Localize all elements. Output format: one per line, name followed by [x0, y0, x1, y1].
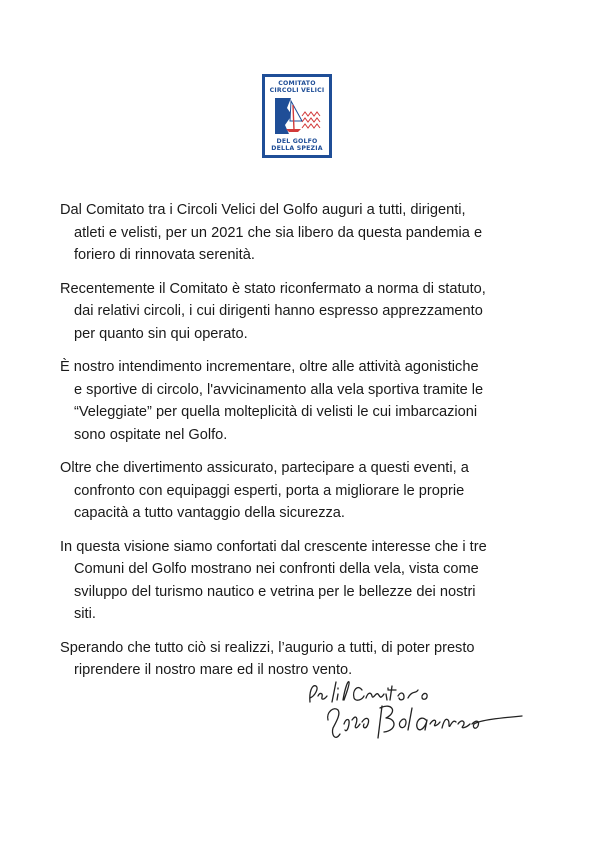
- paragraph-line: “Veleggiate” per quella molteplicità di velisti le cui imbarcazioni: [74, 404, 478, 420]
- paragraph-line: confronto con equipaggi esperti, porta a migliorare le proprie: [74, 482, 465, 499]
- paragraph-line: Dal Comitato tra i Circoli Velici del Golfo auguri a tutti, dirigenti,: [60, 202, 466, 218]
- paragraph-line: Recentemente il Comitato è stato riconfermato a norma di statuto,: [60, 280, 486, 297]
- logo-bottom-line-2: DELLA SPEZIA: [271, 145, 323, 152]
- logo-top-text: [265, 80, 329, 94]
- paragraph-line: capacità a tutto vantaggio della sicurezza.: [74, 505, 345, 521]
- paragraph-vision: [60, 536, 542, 626]
- paragraph-line: Oltre che divertimento assicurato, partecipare a questi eventi, a: [60, 460, 469, 476]
- logo-top-line-2: CIRCOLI VELICI: [269, 87, 325, 94]
- paragraph-line: dai relativi circoli, i cui dirigenti hanno espresso apprezzamento: [74, 303, 483, 319]
- paragraph-intentions: [60, 356, 542, 446]
- paragraph-line: sviluppo del turismo nautico e vetrina per le bellezze dei nostri: [74, 583, 476, 600]
- logo-top-line-1: COMITATO: [278, 80, 316, 87]
- paragraph-reconfirmation: [60, 278, 542, 346]
- logo-bottom-text: [265, 138, 329, 152]
- handwritten-signature: [300, 672, 530, 754]
- paragraph-line: Sperando che tutto ciò si realizzi, l’augurio a tutti, di poter presto: [60, 639, 475, 656]
- paragraph-greetings: [60, 199, 542, 267]
- sail-emblem-icon: [271, 96, 323, 136]
- letter-body: [60, 199, 542, 693]
- logo-bottom-line-1: DEL GOLFO: [276, 138, 318, 145]
- paragraph-events: [60, 457, 542, 525]
- comitato-logo: [262, 74, 332, 158]
- logo-panel: [265, 77, 329, 155]
- paragraph-line: È nostro intendimento incrementare, oltre alle attività agonistiche: [60, 359, 479, 375]
- paragraph-line: siti.: [74, 606, 96, 622]
- paragraph-line: sono ospitate nel Golfo.: [74, 426, 228, 443]
- paragraph-line: per quanto sin qui operato.: [74, 325, 248, 342]
- paragraph-line: riprendere il nostro mare ed il nostro vento.: [74, 662, 353, 678]
- paragraph-line: atleti e velisti, per un 2021 che sia libero da questa pandemia e: [74, 224, 483, 241]
- paragraph-line: In questa visione siamo confortati dal crescente interesse che i tre: [60, 538, 487, 555]
- paragraph-line: Comuni del Golfo mostrano nei confronti della vela, vista come: [74, 561, 479, 577]
- paragraph-line: foriero di rinnovata serenità.: [74, 247, 255, 263]
- paragraph-line: e sportive di circolo, l'avvicinamento alla vela sportiva tramite le: [74, 381, 484, 398]
